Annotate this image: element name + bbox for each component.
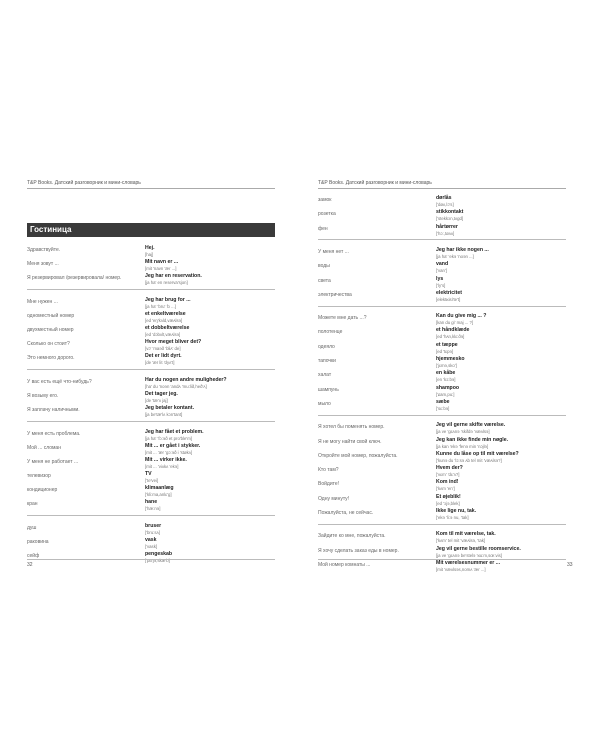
russian-phrase: халат (318, 372, 332, 379)
russian-phrase: Можете мне дать ...? (318, 315, 367, 322)
transcription: [ja ha' 'fɔ:əð et pro'ble'm] (145, 436, 192, 441)
danish-phrase: sæbe (436, 398, 450, 405)
transcription: [kan du gi' maj ... ?] (436, 320, 474, 326)
transcription: [ja ha' en reserva'sjon] (145, 280, 188, 285)
danish-phrase: et enkeltværelse (145, 311, 186, 317)
russian-phrase: тапочки (318, 358, 336, 364)
phrase-entry (27, 339, 275, 353)
russian-phrase: шампунь (318, 386, 339, 393)
left-footer-rule (27, 559, 275, 560)
transcription: [ja be'tæ'lʌ kɔn'tant] (145, 412, 183, 417)
danish-phrase: stikkontakt (436, 209, 464, 216)
russian-phrase: Мой номер комнаты ... (318, 561, 371, 568)
group-divider (27, 421, 275, 422)
phrase-entry (318, 356, 566, 370)
transcription: [mit 'væʌlsəs,nomʌ 'ær ...] (436, 566, 486, 572)
transcription: [en 'kɔ:bə] (436, 377, 456, 383)
danish-phrase: Jeg har en reservation. (145, 273, 202, 279)
phrase-entry (27, 391, 275, 405)
danish-phrase: Mit ... er gået i stykker. (145, 443, 201, 449)
danish-phrase: Hvor meget bliver det? (145, 339, 202, 345)
russian-phrase: электричества (318, 291, 352, 298)
russian-phrase: Кто там? (318, 467, 339, 474)
phrase-entry (27, 551, 275, 565)
russian-phrase: воды (318, 263, 330, 270)
danish-phrase: Et øjeblik! (436, 493, 461, 500)
danish-phrase: Ikke lige nu, tak. (436, 508, 477, 514)
phrase-entry (318, 399, 566, 413)
phrase-entry (27, 325, 275, 339)
transcription: [de 'tæ'ʌ jaj] (145, 398, 168, 403)
group-divider (27, 369, 275, 370)
danish-phrase: TV (145, 471, 152, 477)
transcription: [ja ve 'gɛʌnə 'skifdə 'væʌlsə] (436, 429, 490, 435)
transcription: [ja ha' 'ekə 'noən ...] (436, 253, 474, 259)
russian-phrase: полотенце (318, 329, 343, 336)
danish-phrase: Det er lidt dyrt. (145, 353, 182, 359)
danish-phrase: elektricitet (436, 289, 462, 296)
phrase-entry (27, 443, 275, 457)
transcription: [ja kan 'ekə 'fenə min 'nɔjlə] (436, 443, 489, 449)
russian-phrase: Это немного дорого. (27, 355, 75, 361)
russian-phrase: фен (318, 225, 328, 232)
transcription: [vɔ' 'maəð 'bliʌ' de] (145, 346, 181, 351)
danish-phrase: Kom til mit værelse, tak. (436, 531, 496, 538)
phrase-entry (27, 297, 275, 311)
phrase-entry (318, 465, 566, 479)
phrase-entry (318, 479, 566, 493)
phrase-entry (318, 276, 566, 290)
russian-phrase: Здравствуйте. (27, 247, 61, 253)
danish-phrase: shampoo (436, 384, 460, 391)
russian-phrase: двухместный номер (27, 327, 74, 333)
transcription: [ed 'tɛpə] (436, 348, 454, 354)
transcription: ['døʌ,lɔ's] (436, 202, 454, 207)
transcription: [ed 'hʌn,klɛ:ðə] (436, 334, 465, 340)
russian-phrase: У меня есть проблема. (27, 431, 81, 437)
transcription: ['ɕam,pu:] (436, 391, 455, 397)
danish-phrase: en kåbe (436, 370, 456, 377)
phrase-entry (318, 385, 566, 399)
transcription: ['pɛŋə,skæ'b] (145, 558, 170, 563)
transcription: ['ly's] (436, 282, 446, 288)
phrase-entry (318, 560, 566, 574)
right-entries (318, 189, 566, 572)
danish-phrase: klimaanlæg (145, 485, 174, 491)
transcription: [mit ... 'viʌkʌ 'ekə] (145, 464, 179, 469)
group-divider (318, 239, 566, 240)
phrase-entry (318, 313, 566, 327)
phrase-entry (318, 437, 566, 451)
right-running-header: T&P Books. Датский разговорник и мини-словарь (318, 180, 566, 189)
danish-phrase: Har du nogen andre muligheder? (145, 377, 227, 383)
danish-phrase: et håndklæde (436, 327, 470, 334)
phrase-entry (27, 273, 275, 287)
danish-phrase: Det tager jeg. (145, 391, 178, 397)
danish-phrase: pengeskab (145, 551, 173, 557)
group-divider (27, 515, 275, 516)
transcription: ['vask] (145, 544, 158, 549)
transcription: ['stekkɔn,tʌgd] (436, 216, 464, 222)
phrase-entry (27, 259, 275, 273)
russian-phrase: Я хотел бы поменять номер. (318, 424, 385, 431)
danish-phrase: Jeg har brug for ... (145, 297, 191, 303)
russian-phrase: света (318, 277, 331, 284)
phrase-entry (27, 457, 275, 471)
danish-phrase: hjemmesko (436, 356, 465, 362)
phrase-entry (318, 451, 566, 465)
phrase-entry (27, 429, 275, 443)
russian-phrase: сейф (27, 553, 40, 559)
danish-phrase: Jeg vil gerne skifte værelse. (436, 422, 506, 429)
russian-phrase: Откройте мой номер, пожалуйста. (318, 452, 398, 459)
transcription: [ja ve 'gɛʌnə be'stelə 'ʁu:m,sœ:vis] (436, 552, 502, 558)
transcription: [elektʁisi'te't] (436, 296, 461, 302)
right-page (318, 180, 566, 572)
russian-phrase: Войдите! (318, 481, 340, 488)
danish-phrase: Mit ... virker ikke. (145, 457, 187, 463)
left-page (27, 180, 275, 567)
danish-phrase: Jeg kan ikke finde min nøgle. (436, 436, 509, 443)
phrase-entry (27, 353, 275, 367)
danish-phrase: Jeg vil gerne bestille roomservice. (436, 545, 521, 552)
danish-phrase: hane (145, 499, 158, 505)
phrase-entry (318, 546, 566, 560)
russian-phrase: одноместный номер (27, 313, 75, 319)
danish-phrase: hårtørrer (436, 223, 458, 230)
danish-phrase: Kom ind! (436, 479, 459, 486)
russian-phrase: У вас есть ещё что-нибудь? (27, 379, 92, 385)
phrase-entry (318, 209, 566, 223)
danish-phrase: vand (436, 261, 449, 268)
russian-phrase: кран (27, 501, 38, 507)
transcription: [ed 'dɔbʌlt,væʌlsə] (145, 332, 181, 337)
group-divider (27, 289, 275, 290)
russian-phrase: душ (27, 525, 37, 531)
phrase-entry (27, 523, 275, 537)
transcription: [haj] (145, 252, 154, 257)
russian-phrase: Я не могу найти свой ключ. (318, 438, 382, 445)
section-title: Гостиница (27, 223, 275, 237)
russian-phrase: Я резервировал /резервировала/ номер. (27, 275, 122, 281)
transcription: ['hæ:nə] (145, 506, 161, 511)
phrase-entry (318, 370, 566, 384)
phrase-entry (318, 494, 566, 508)
russian-phrase: Меня зовут ... (27, 261, 59, 267)
russian-phrase: мыло (318, 400, 331, 407)
phrase-entry (318, 224, 566, 238)
phrase-entry (27, 537, 275, 551)
phrase-entry (318, 531, 566, 545)
transcription: ['bru:sʌ] (145, 530, 160, 535)
transcription: ['te'vei] (145, 478, 159, 483)
transcription: ['jɛmə,sko'] (436, 363, 457, 368)
group-divider (318, 415, 566, 416)
transcription: ['sɛ:bə] (436, 405, 450, 411)
left-entries (27, 237, 275, 567)
transcription: ['vɛm' 'dɛ'ʌ?] (436, 472, 460, 478)
russian-phrase: телевизор (27, 473, 51, 479)
transcription: [ja ha' 'bru' fɔ ...] (145, 304, 176, 309)
transcription: [de 'ær lit 'dyʌ't] (145, 360, 175, 365)
russian-phrase: кондиционер (27, 487, 58, 493)
transcription: ['ekə 'li:ə nu, 'tak] (436, 515, 469, 520)
phrase-entry (318, 261, 566, 275)
russian-phrase: Одну минуту! (318, 495, 350, 502)
phrase-entry (27, 311, 275, 325)
phrase-entry (318, 422, 566, 436)
phrase-entry (318, 342, 566, 356)
phrase-entry (27, 471, 275, 485)
danish-phrase: Hvem der? (436, 465, 463, 472)
russian-phrase: У меня не работает ... (27, 459, 79, 465)
phrase-entry (318, 247, 566, 261)
phrase-entry (27, 245, 275, 259)
danish-phrase: Kan du give mig ... ? (436, 313, 487, 320)
phrase-entry (318, 290, 566, 304)
russian-phrase: Я возьму его. (27, 393, 59, 399)
danish-phrase: Hej. (145, 245, 155, 251)
russian-phrase: Мне нужен ... (27, 299, 58, 305)
russian-phrase: Я заплачу наличными. (27, 407, 80, 413)
transcription: ['kʌm' tel mit 'væʌlsə, 'tak] (436, 538, 486, 544)
russian-phrase: Мой ... сломан (27, 445, 61, 451)
danish-phrase: bruser (145, 523, 162, 529)
phrase-entry (27, 499, 275, 513)
danish-phrase: et tæppe (436, 341, 458, 348)
group-divider (318, 524, 566, 525)
transcription: [ed 'eŋ'kʌld,væʌlsə] (145, 318, 183, 323)
russian-phrase: розетка (318, 211, 336, 218)
phrase-entry (27, 485, 275, 499)
danish-phrase: Jeg betaler kontant. (145, 405, 195, 411)
russian-phrase: У меня нет ... (318, 248, 349, 255)
danish-phrase: Kunne du låse op til mit værelse? (436, 450, 519, 457)
right-page-number: 33 (567, 562, 573, 568)
russian-phrase: Сколько он стоит? (27, 341, 70, 347)
russian-phrase: Я хочу сделать заказ еды в номер. (318, 547, 399, 554)
transcription: [ed 'ɔjə,blek] (436, 500, 460, 506)
russian-phrase: Пожалуйста, не сейчас. (318, 510, 374, 516)
russian-phrase: раковина (27, 539, 49, 545)
phrase-entry (27, 377, 275, 391)
transcription: [mit ... 'ær 'gɔ:əð i 'støkʌ] (145, 450, 193, 455)
left-running-header: T&P Books. Датский разговорник и мини-словарь (27, 180, 275, 189)
russian-phrase: замок (318, 197, 332, 203)
danish-phrase: Jeg har fået et problem. (145, 429, 204, 435)
danish-phrase: Jeg har ikke nogen ... (436, 246, 489, 253)
russian-phrase: одеяло (318, 343, 335, 350)
danish-phrase: et dobbeltværelse (145, 325, 190, 331)
group-divider (318, 306, 566, 307)
transcription: ['kunə du 'lɔ:sə ʌb tel mit 'væʌlsə?] (436, 457, 502, 463)
transcription: ['kʌm 'en'] (436, 486, 455, 492)
transcription: [mit 'navn 'ær ...] (145, 266, 177, 271)
phrase-entry (27, 405, 275, 419)
danish-phrase: vask (145, 537, 157, 543)
transcription: ['hɔ:,tøʌʌ] (436, 230, 455, 236)
transcription: [ha' du 'noən 'andʌ 'mu:lið,heð'ʌ] (145, 384, 207, 389)
right-footer-rule (318, 559, 566, 560)
phrase-entry (318, 508, 566, 522)
phrase-entry (318, 327, 566, 341)
danish-phrase: lys (436, 275, 444, 282)
transcription: ['kli:ma,anlɛ'g] (145, 492, 172, 497)
russian-phrase: Зайдите ко мне, пожалуйста. (318, 533, 386, 540)
phrase-entry (318, 195, 566, 209)
danish-phrase: Mit værelsesnummer er ... (436, 559, 501, 566)
left-page-number: 32 (27, 562, 33, 568)
danish-phrase: Mit navn er ... (145, 259, 179, 265)
transcription: ['van'] (436, 268, 447, 274)
danish-phrase: dørlås (436, 195, 452, 201)
